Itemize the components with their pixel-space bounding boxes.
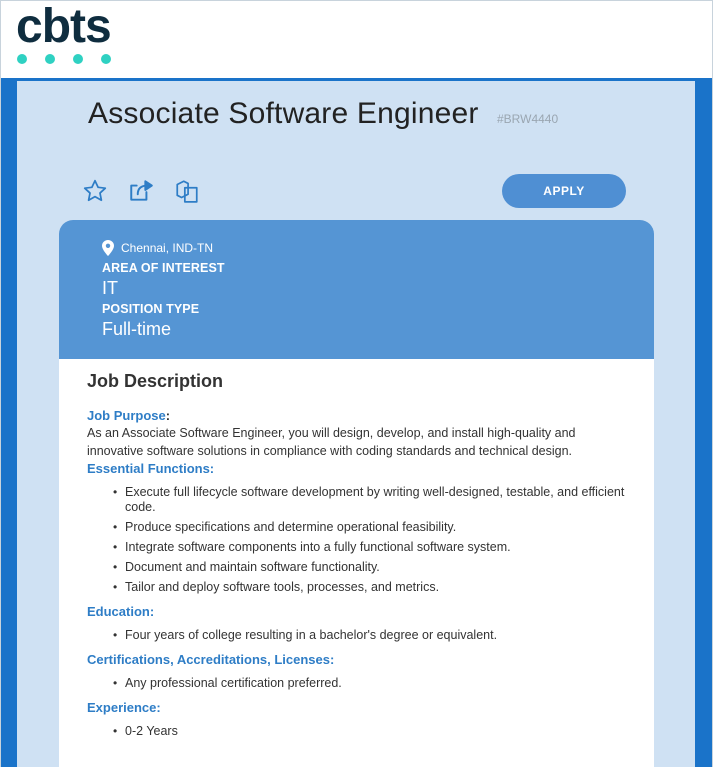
list-item: • Tailor and deploy software tools, processes, and metrics. bbox=[87, 580, 627, 595]
logo-dot bbox=[101, 54, 111, 64]
copy-icon[interactable] bbox=[173, 177, 201, 205]
logo-dot bbox=[73, 54, 83, 64]
job-id: #BRW4440 bbox=[497, 112, 559, 126]
site-header bbox=[1, 1, 712, 78]
position-type-value: Full-time bbox=[102, 319, 172, 339]
job-title: Associate Software Engineer bbox=[88, 97, 479, 130]
area-of-interest-value: IT bbox=[102, 278, 118, 298]
education-heading: Education: bbox=[87, 604, 155, 619]
apply-button[interactable]: APPLY bbox=[502, 174, 626, 208]
map-pin-icon bbox=[102, 240, 114, 256]
job-purpose-label: Job Purpose bbox=[87, 408, 166, 423]
certifications-list bbox=[87, 676, 627, 691]
essential-functions-list bbox=[87, 485, 627, 595]
cbts-logo[interactable]: cbts bbox=[16, 0, 111, 53]
list-item: • Execute full lifecycle software development by writing well-designed, testable, and efficient code. bbox=[87, 485, 627, 515]
location-row bbox=[102, 240, 213, 256]
list-item: • Any professional certification preferred. bbox=[87, 676, 627, 691]
logo-dots bbox=[17, 54, 111, 64]
job-description bbox=[87, 371, 627, 745]
experience-list bbox=[87, 724, 627, 739]
job-purpose-heading bbox=[87, 407, 627, 424]
essential-functions-heading: Essential Functions: bbox=[87, 461, 215, 476]
job-summary-header bbox=[59, 220, 654, 359]
logo-dot bbox=[45, 54, 55, 64]
star-icon[interactable] bbox=[81, 177, 109, 205]
list-item: • 0-2 Years bbox=[87, 724, 627, 739]
job-panel bbox=[17, 81, 695, 767]
list-item: • Four years of college resulting in a bachelor's degree or equivalent. bbox=[87, 628, 627, 643]
education-list bbox=[87, 628, 627, 643]
experience-heading: Experience: bbox=[87, 700, 161, 715]
list-item: • Document and maintain software functionality. bbox=[87, 560, 627, 575]
location-text: Chennai, IND-TN bbox=[121, 241, 214, 255]
share-icon[interactable] bbox=[127, 177, 155, 205]
certifications-heading: Certifications, Accreditations, Licenses: bbox=[87, 652, 335, 667]
job-purpose-text: As an Associate Software Engineer, you will design, develop, and install high-quality and innovative software solutions in compliance with coding standards and technical design. bbox=[87, 426, 576, 458]
logo-dot bbox=[17, 54, 27, 64]
content-background bbox=[1, 78, 712, 767]
description-heading: Job Description bbox=[87, 371, 224, 391]
job-purpose-colon: : bbox=[165, 408, 171, 423]
list-item: • Produce specifications and determine operational feasibility. bbox=[87, 520, 627, 535]
list-item: • Integrate software components into a fully functional software system. bbox=[87, 540, 627, 555]
job-card bbox=[59, 220, 654, 767]
position-type-label: POSITION TYPE bbox=[102, 302, 200, 316]
area-of-interest-label: AREA OF INTEREST bbox=[102, 261, 225, 275]
